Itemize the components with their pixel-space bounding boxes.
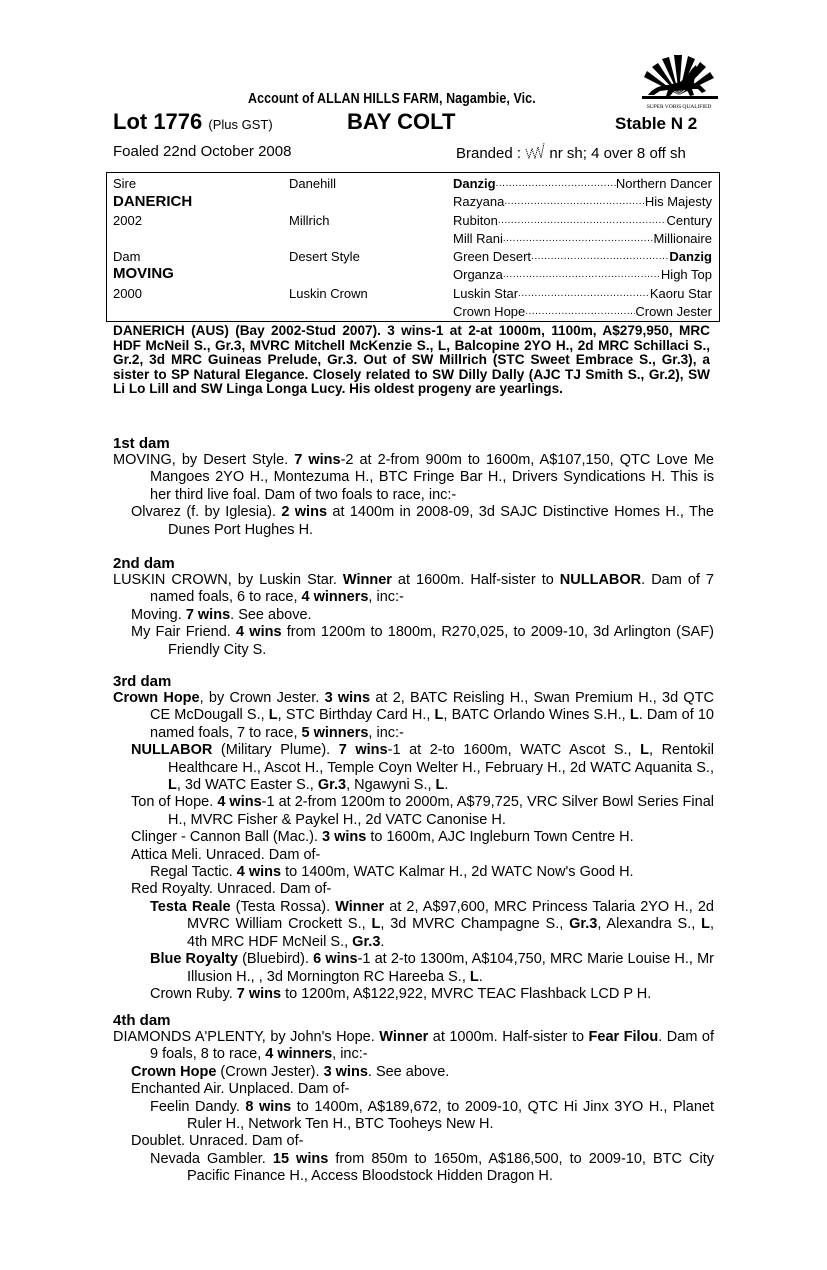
- g3-right: Danzig: [669, 249, 712, 264]
- g3-left: Crown Hope: [453, 304, 526, 319]
- text: Red Royalty. Unraced. Dam of-: [131, 881, 332, 898]
- bold-text: 4 winners: [301, 589, 369, 606]
- family-entry: [113, 1151, 714, 1186]
- pedigree-table: [106, 172, 720, 322]
- text: , inc:-: [368, 724, 404, 741]
- g3-right: Century: [666, 213, 712, 228]
- text: .: [478, 968, 483, 985]
- family-entry: [113, 1081, 714, 1098]
- text: , by Crown Jester.: [199, 690, 325, 706]
- bold-text: NULLABOR: [559, 572, 642, 588]
- text: MOVING, by Desert Style.: [113, 452, 295, 468]
- foaled-date: Foaled 22nd October 2008: [113, 143, 292, 160]
- text: Regal Tactic.: [150, 864, 237, 881]
- dam-name: MOVING: [113, 265, 174, 282]
- text: Attica Meli. Unraced. Dam of-: [131, 846, 321, 863]
- sire-dam: Millrich: [289, 213, 330, 228]
- text: . See above.: [230, 606, 312, 623]
- family-entry: [113, 452, 714, 504]
- dam-sire: Desert Style: [289, 249, 360, 264]
- bold-text: Crown Hope: [113, 690, 200, 706]
- text: LUSKIN CROWN, by Luskin Star.: [113, 572, 343, 588]
- text: . See above.: [367, 1063, 450, 1080]
- sire-sire: Danehill: [289, 176, 336, 191]
- text: . Dam of 10 named foals, 7 to race,: [150, 707, 714, 741]
- family-entry: [113, 794, 714, 829]
- text: to 1400m, A$189,672, to 2009-10, QTC Hi Jinx 3YO H., Planet Ruler H., Network Ten H., BTC Tooheys New H.: [187, 1098, 714, 1133]
- g3-left: Mill Rani: [453, 231, 503, 246]
- text: Crown Ruby.: [150, 985, 237, 1002]
- text: to 1600m, AJC Ingleburn Town Centre H.: [366, 829, 634, 846]
- family-entry: [113, 864, 714, 881]
- text: -1 at 2-from 1200m to 2000m, A$79,725, VRC Silver Bowl Series Final H., MVRC Fisher & Paykel H., 2d VATC Canonise H.: [168, 794, 714, 828]
- bold-text: Gr.3: [317, 777, 347, 794]
- section-3rd-dam: [113, 673, 714, 1003]
- bold-text: L: [469, 968, 479, 985]
- text: , Ngawyni S.,: [346, 777, 436, 794]
- text: , STC Birthday Card H.,: [277, 707, 435, 724]
- g3-right: Northern Dancer: [615, 176, 712, 191]
- bold-text: Winner: [335, 898, 385, 915]
- family-entry: [113, 951, 714, 986]
- bold-text: 4 wins: [236, 624, 282, 641]
- branded-label: Branded :: [456, 145, 522, 162]
- bold-text: 7 wins: [236, 985, 282, 1002]
- family-entry: [113, 1029, 714, 1064]
- family-entry: [113, 742, 714, 794]
- bold-text: Winner: [342, 572, 392, 588]
- text: -2 at 2-from 900m to 1600m, A$107,150, QTC Love Me Mangoes 2YO H., Montezuma H., BTC Fringe Bar H., Drivers Syndications H. This is her third live foal. Dam of two foals to race, inc:-: [150, 452, 714, 503]
- family-entry: [113, 1064, 714, 1081]
- horse-description: BAY COLT: [347, 109, 456, 134]
- section-heading: 1st dam: [113, 435, 170, 452]
- g3-right: High Top: [660, 267, 712, 282]
- text: , inc:-: [332, 1046, 368, 1063]
- text: Doublet. Unraced. Dam of-: [131, 1133, 304, 1150]
- sire-year: 2002: [113, 213, 142, 228]
- text: -1 at 2-to 1300m, A$104,750, MRC Marie Louise H., Mr Illusion H., , 3d Mornington RC Hareeba S.,: [187, 951, 714, 985]
- bold-text: L: [435, 777, 445, 794]
- section-2nd-dam: [113, 555, 714, 659]
- text: , 3d MVRC Champagne S.,: [380, 916, 570, 933]
- g3-left: Danzig: [453, 176, 496, 191]
- family-entry: [113, 504, 714, 539]
- bold-text: NULLABOR: [131, 742, 213, 759]
- branded-detail: nr sh; 4 over 8 off sh: [549, 145, 686, 162]
- lot-number: [113, 109, 273, 135]
- bold-text: 4 winners: [265, 1046, 333, 1063]
- text: . Dam of 9 foals, 8 to race,: [150, 1029, 714, 1063]
- text: , Alexandra S.,: [597, 916, 702, 933]
- text: (Military Plume).: [212, 742, 339, 759]
- family-entry: [113, 881, 714, 898]
- text: Ton of Hope.: [131, 794, 218, 811]
- bold-text: L: [371, 916, 381, 933]
- pedigree-g3-row: [453, 213, 712, 228]
- family-entry: [113, 986, 714, 1003]
- text: at 1000m. Half-sister to: [428, 1029, 589, 1045]
- bold-text: 7 wins: [338, 742, 388, 759]
- bold-text: Fear Filou: [588, 1029, 659, 1045]
- text: Enchanted Air. Unplaced. Dam of-: [131, 1081, 350, 1098]
- bold-text: Blue Royalty: [150, 951, 238, 968]
- text: at 2, A$97,600, MRC Princess Talaria 2YO H., 2d MVRC William Crockett S.,: [187, 898, 714, 933]
- dam-dam: Luskin Crown: [289, 286, 368, 301]
- text: from 850m to 1650m, A$186,500, to 2009-10, BTC City Pacific Finance H., Access Bloodstock Hidden Dragon H.: [187, 1150, 714, 1185]
- text: -1 at 2-to 1600m, WATC Ascot S.,: [387, 742, 641, 759]
- g3-left: Green Desert: [453, 249, 532, 264]
- family-entry: [113, 1133, 714, 1150]
- section-4th-dam: [113, 1012, 714, 1186]
- pedigree-g3-row: [453, 194, 712, 209]
- text: at 1600m. Half-sister to: [391, 572, 560, 588]
- bold-text: 15 wins: [272, 1150, 329, 1167]
- pedigree-g3-row: [453, 267, 712, 282]
- text: to 1400m, WATC Kalmar H., 2d WATC Now's Good H.: [281, 864, 634, 881]
- bold-text: Testa Reale: [150, 898, 231, 915]
- stable-location: Stable N 2: [615, 114, 698, 133]
- g3-left: Rubiton: [453, 213, 498, 228]
- pedigree-g3-row: [453, 286, 712, 301]
- text: (Testa Rossa).: [230, 898, 336, 915]
- pedigree-g3-row: [453, 176, 712, 191]
- text: Feelin Dandy.: [150, 1098, 246, 1115]
- vendor-account: Account of ALLAN HILLS FARM, Nagambie, Vic.: [248, 91, 536, 107]
- text: Nevada Gambler.: [150, 1150, 273, 1167]
- family-entry: [113, 1099, 714, 1134]
- text: .: [444, 777, 449, 794]
- text: Olvarez (f. by Iglesia).: [131, 504, 282, 521]
- text: Clinger - Cannon Ball (Mac.).: [131, 829, 322, 846]
- text: (Bluebird).: [237, 951, 314, 968]
- family-entry: [113, 899, 714, 951]
- section-heading: 3rd dam: [113, 673, 172, 690]
- lot-gst-note: (Plus GST): [208, 117, 273, 132]
- text: , Rentokil Healthcare H., Ascot H., Temple Coyn Welter H., February H., 2d WATC Aquanita S.,: [168, 742, 714, 776]
- bold-text: L: [629, 707, 639, 724]
- bold-text: Gr.3: [569, 916, 598, 933]
- text: (Crown Jester).: [216, 1063, 324, 1080]
- super-vobis-logo: [634, 55, 724, 111]
- bold-text: 3 wins: [323, 1063, 368, 1080]
- bold-text: Crown Hope: [131, 1063, 217, 1080]
- bold-text: Winner: [379, 1029, 429, 1045]
- bold-text: 5 winners: [301, 724, 369, 741]
- pedigree-g3-row: [453, 249, 712, 264]
- text: to 1200m, A$122,922, MVRC TEAC Flashback LCD P H.: [281, 985, 652, 1002]
- text: at 2, BATC Reisling H., Swan Premium H., 3d QTC CE McDougall S.,: [150, 690, 715, 724]
- bold-text: 6 wins: [313, 951, 358, 968]
- family-entry: [113, 572, 714, 607]
- g3-left: Organza: [453, 267, 503, 282]
- bold-text: L: [701, 916, 710, 933]
- text: , inc:-: [368, 589, 404, 606]
- section-heading: 2nd dam: [113, 555, 175, 572]
- text: . Dam of 7 named foals, 6 to race,: [150, 572, 714, 606]
- family-entry: [113, 829, 714, 846]
- g3-right: Crown Jester: [635, 304, 712, 319]
- brand-mark-icon: [525, 143, 545, 159]
- bold-text: 3 wins: [322, 829, 367, 846]
- text: DIAMONDS A'PLENTY, by John's Hope.: [113, 1029, 380, 1045]
- bold-text: Gr.3: [352, 933, 381, 950]
- g3-right: Millionaire: [653, 231, 712, 246]
- g3-left: Luskin Star: [453, 286, 519, 301]
- bold-text: 2 wins: [281, 504, 328, 521]
- dam-label: Dam: [113, 249, 141, 264]
- sire-name: DANERICH: [113, 193, 193, 210]
- text: My Fair Friend.: [131, 624, 237, 641]
- lot-label: Lot 1776: [113, 109, 203, 134]
- bold-text: L: [168, 777, 177, 794]
- text: , 3d WATC Easter S.,: [176, 777, 318, 794]
- bold-text: 8 wins: [245, 1098, 292, 1115]
- bold-text: L: [268, 707, 278, 724]
- text: , BATC Orlando Wines S.H.,: [443, 707, 630, 724]
- section-heading: 4th dam: [113, 1012, 171, 1029]
- logo-caption: SUPER VOBIS QUALIFIED: [646, 104, 712, 110]
- family-entry: [113, 690, 714, 742]
- text: Moving.: [131, 606, 186, 623]
- sire-label: Sire: [113, 176, 137, 191]
- text: from 1200m to 1800m, R270,025, to 2009-10, 3d Arlington (SAF) Friendly City S.: [168, 624, 714, 658]
- dam-year: 2000: [113, 286, 142, 301]
- g3-left: Razyana: [453, 194, 505, 209]
- g3-right: His Majesty: [644, 194, 712, 209]
- bold-text: L: [640, 742, 649, 759]
- text: at 1400m in 2008-09, 3d SAJC Distinctive Homes H., The Dunes Port Hughes H.: [168, 504, 714, 538]
- horse-sunburst-icon: [634, 55, 724, 105]
- bold-text: 3 wins: [324, 690, 371, 706]
- sire-summary: DANERICH (AUS) (Bay 2002-Stud 2007). 3 wins-1 at 2-at 1000m, 1100m, A$279,950, MRC HDF McNeil S., Gr.3, MVRC Mitchell McKenzie S., L, Balcopine 2YO H., 2d MRC Schillaci S., Gr.2, 3d MRC Guineas Prelude, Gr.3. Out of SW Millrich (STC Sweet Embrace S., Gr.3), a sister to SP Natural Elegance. Closely related to SW Dilly Dally (AJC TJ Smith S., Gr.2), SW Li Lo Lill and SW Linga Longa Lucy. His oldest progeny are yearlings.: [113, 323, 710, 396]
- bold-text: 7 wins: [185, 606, 231, 623]
- family-entry: [113, 624, 714, 659]
- text: , 4th MRC HDF McNeil S.,: [187, 916, 714, 950]
- bold-text: 4 wins: [217, 794, 262, 811]
- pedigree-g3-row: [453, 231, 712, 246]
- section-1st-dam: [113, 435, 714, 539]
- g3-right: Kaoru Star: [649, 286, 712, 301]
- pedigree-g3-row: [453, 304, 712, 319]
- family-entry: [113, 847, 714, 864]
- family-entry: [113, 607, 714, 624]
- bold-text: 7 wins: [294, 452, 341, 468]
- text: .: [380, 933, 385, 950]
- bold-text: L: [434, 707, 444, 724]
- brand-info: [456, 143, 686, 162]
- bold-text: 4 wins: [236, 864, 282, 881]
